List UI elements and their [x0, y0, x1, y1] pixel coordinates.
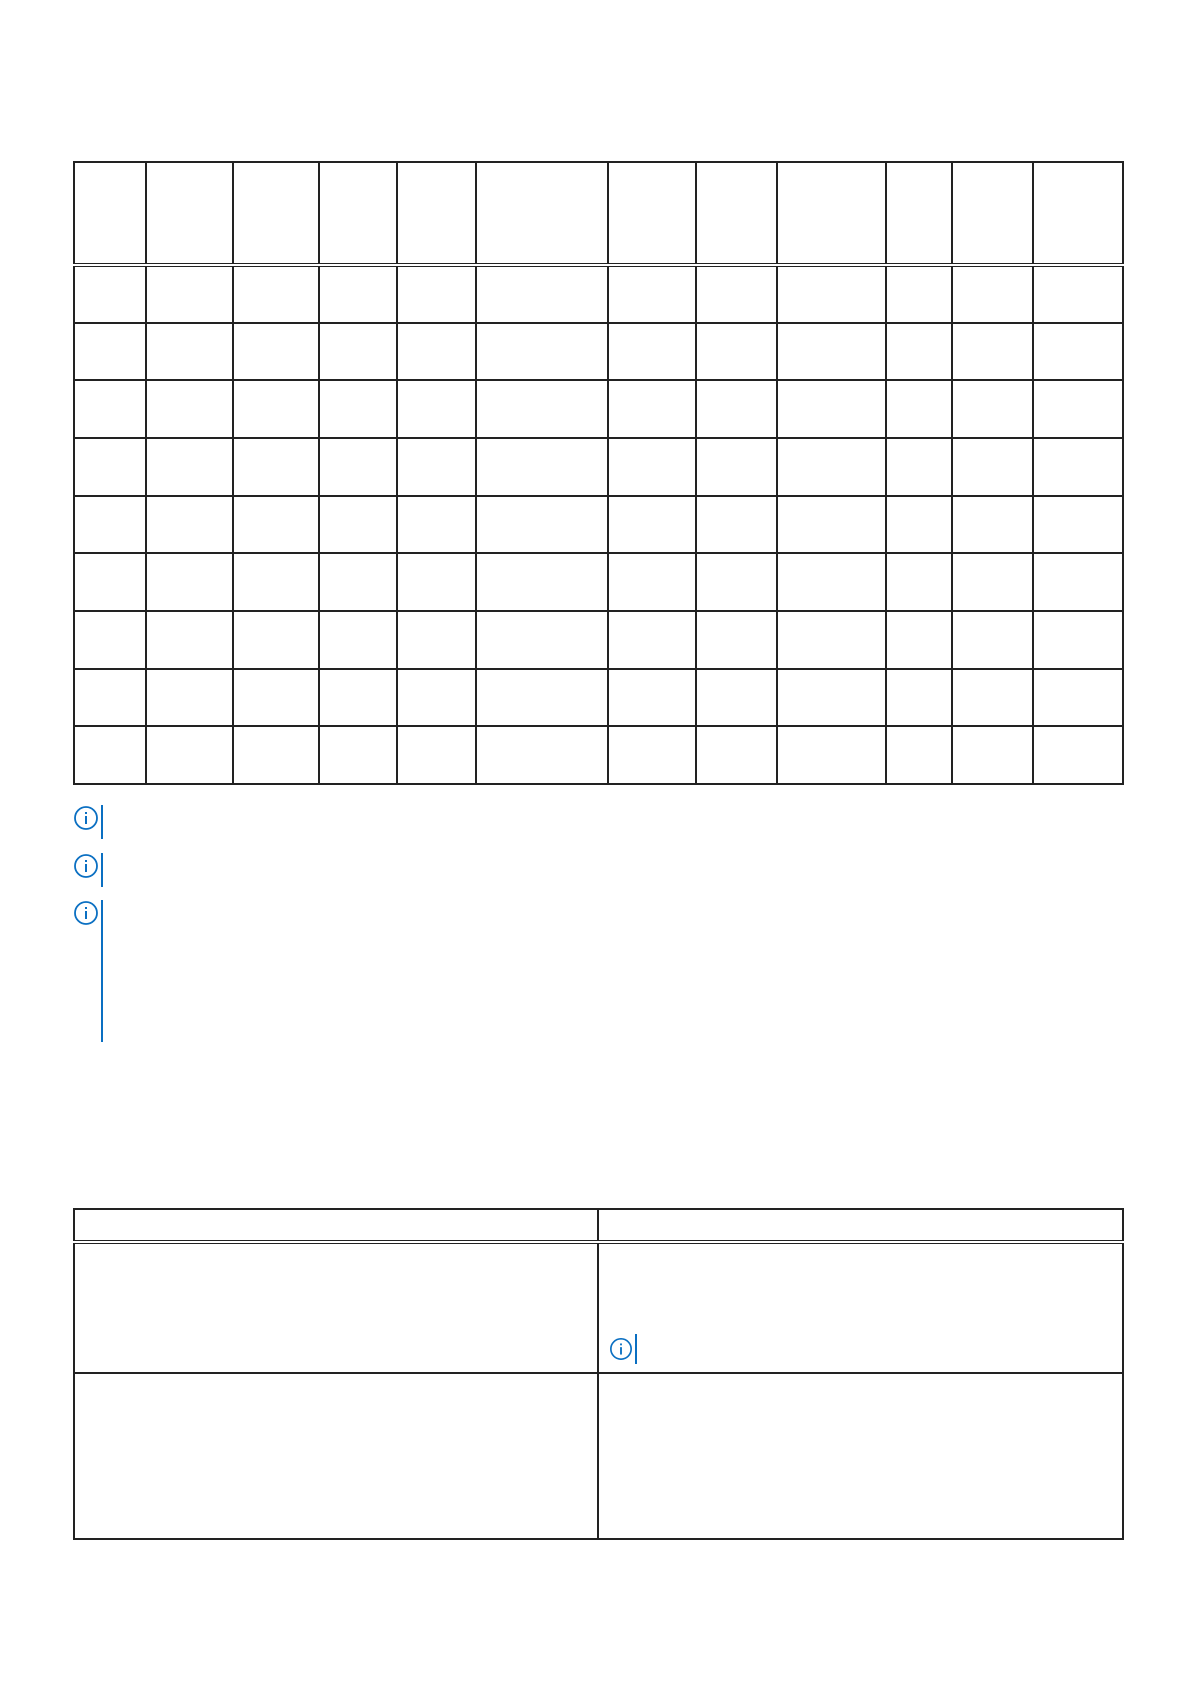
- table-row: [74, 726, 1123, 784]
- table-cell: [608, 726, 696, 784]
- table-cell: [696, 611, 777, 669]
- table-cell: [952, 726, 1033, 784]
- table-cell: [777, 438, 886, 496]
- table-cell: [952, 669, 1033, 727]
- table-cell: [74, 380, 146, 438]
- specification-grid-table: [73, 161, 1124, 785]
- table-cell: [476, 553, 608, 611]
- table-row: [74, 669, 1123, 727]
- table-cell: [233, 726, 319, 784]
- table-cell: [233, 496, 319, 554]
- info-icon: [73, 805, 99, 831]
- table-cell: [146, 553, 233, 611]
- table-cell: [886, 669, 952, 727]
- table-cell: [696, 669, 777, 727]
- table-cell: [74, 553, 146, 611]
- header-cell: [146, 162, 233, 265]
- table-cell: [696, 323, 777, 381]
- table-cell: [696, 496, 777, 554]
- table-cell: [777, 380, 886, 438]
- table-cell: [952, 553, 1033, 611]
- table-cell: [777, 611, 886, 669]
- table-cell: [74, 669, 146, 727]
- header-cell: [608, 162, 696, 265]
- info-icon: [73, 853, 99, 879]
- note-accent-bar: [101, 805, 103, 839]
- header-cell: [777, 162, 886, 265]
- table-cell: [146, 323, 233, 381]
- table-cell: [397, 496, 476, 554]
- table-row: [74, 1242, 1123, 1373]
- table-cell: [476, 669, 608, 727]
- note-3: [73, 900, 103, 1042]
- table-cell: [777, 669, 886, 727]
- table-cell: [319, 553, 397, 611]
- table-cell: [233, 380, 319, 438]
- table-header-row: [74, 1209, 1123, 1242]
- header-cell: [886, 162, 952, 265]
- table-cell: [696, 265, 777, 323]
- table-cell: [598, 1373, 1123, 1539]
- table-cell: [696, 438, 777, 496]
- table-cell: [397, 669, 476, 727]
- table-cell: [1033, 438, 1123, 496]
- header-cell: [696, 162, 777, 265]
- table-cell: [74, 1373, 598, 1539]
- table-cell: [952, 438, 1033, 496]
- table-cell: [476, 726, 608, 784]
- table-cell: [397, 726, 476, 784]
- table-row: [74, 323, 1123, 381]
- info-icon: [73, 900, 99, 926]
- table-cell: [1033, 553, 1123, 611]
- table-row: [74, 611, 1123, 669]
- header-cell: [1033, 162, 1123, 265]
- note-accent-bar: [635, 1334, 637, 1364]
- table-cell: [952, 611, 1033, 669]
- table-cell: [952, 380, 1033, 438]
- table-cell: [397, 611, 476, 669]
- table-cell: [608, 611, 696, 669]
- table-cell: [608, 669, 696, 727]
- note-accent-bar: [101, 853, 103, 887]
- note-accent-bar: [101, 900, 103, 1042]
- table-cell: [608, 438, 696, 496]
- table-cell: [777, 323, 886, 381]
- table-cell: [397, 380, 476, 438]
- table-cell: [74, 323, 146, 381]
- table-cell: [696, 553, 777, 611]
- inline-note: [609, 1334, 1122, 1364]
- table-cell: [886, 265, 952, 323]
- table-cell: [74, 1242, 598, 1373]
- header-cell: [319, 162, 397, 265]
- table-cell: [952, 265, 1033, 323]
- header-cell: [598, 1209, 1123, 1242]
- table-cell: [886, 496, 952, 554]
- table-cell: [74, 726, 146, 784]
- table-cell: [608, 496, 696, 554]
- note-2: [73, 853, 103, 887]
- table-cell: [608, 380, 696, 438]
- table-cell: [886, 380, 952, 438]
- table-cell: [146, 496, 233, 554]
- table-cell: [1033, 611, 1123, 669]
- table-cell: [74, 611, 146, 669]
- table-cell: [233, 669, 319, 727]
- header-cell: [397, 162, 476, 265]
- table-row: [74, 380, 1123, 438]
- table-cell: [233, 611, 319, 669]
- table-cell: [146, 669, 233, 727]
- table-cell: [397, 265, 476, 323]
- table-cell: [476, 611, 608, 669]
- header-cell: [476, 162, 608, 265]
- table-cell: [598, 1242, 1123, 1373]
- table-cell: [397, 323, 476, 381]
- table-cell: [886, 438, 952, 496]
- table-cell: [696, 380, 777, 438]
- table-cell: [476, 496, 608, 554]
- table-cell: [319, 496, 397, 554]
- table-cell: [777, 496, 886, 554]
- table-row: [74, 553, 1123, 611]
- table-cell: [608, 323, 696, 381]
- table-header-row: [74, 162, 1123, 265]
- table-cell: [319, 611, 397, 669]
- table-cell: [476, 380, 608, 438]
- table-cell: [74, 496, 146, 554]
- table-row: [74, 265, 1123, 323]
- table-cell: [397, 438, 476, 496]
- table-cell: [1033, 669, 1123, 727]
- two-column-table: [73, 1208, 1124, 1540]
- note-1: [73, 805, 103, 839]
- table-row: [74, 1373, 1123, 1539]
- table-cell: [777, 265, 886, 323]
- table-cell: [319, 265, 397, 323]
- table-cell: [608, 265, 696, 323]
- table-cell: [1033, 265, 1123, 323]
- table-cell: [74, 438, 146, 496]
- table-cell: [886, 611, 952, 669]
- table-cell: [1033, 496, 1123, 554]
- table-cell: [952, 496, 1033, 554]
- table-cell: [319, 726, 397, 784]
- table-cell: [146, 265, 233, 323]
- table-cell: [319, 438, 397, 496]
- table-cell: [696, 726, 777, 784]
- table-cell: [777, 553, 886, 611]
- table-cell: [476, 438, 608, 496]
- header-cell: [74, 162, 146, 265]
- table-cell: [952, 323, 1033, 381]
- table-cell: [319, 323, 397, 381]
- table-cell: [233, 323, 319, 381]
- table-cell: [233, 553, 319, 611]
- table-cell: [608, 553, 696, 611]
- table-cell: [74, 265, 146, 323]
- table-cell: [1033, 380, 1123, 438]
- table-cell: [233, 438, 319, 496]
- table-cell: [1033, 323, 1123, 381]
- table-cell: [886, 553, 952, 611]
- header-cell: [952, 162, 1033, 265]
- table-cell: [146, 380, 233, 438]
- table-cell: [319, 380, 397, 438]
- table-cell: [146, 438, 233, 496]
- table-cell: [319, 669, 397, 727]
- table-cell: [886, 323, 952, 381]
- table-row: [74, 496, 1123, 554]
- header-cell: [233, 162, 319, 265]
- table-body: [74, 265, 1123, 784]
- table-cell: [1033, 726, 1123, 784]
- table-cell: [886, 726, 952, 784]
- table-cell: [397, 553, 476, 611]
- table-cell: [476, 265, 608, 323]
- table-cell: [777, 726, 886, 784]
- table-cell: [233, 265, 319, 323]
- table-cell: [146, 611, 233, 669]
- header-cell: [74, 1209, 598, 1242]
- table-cell: [476, 323, 608, 381]
- info-icon: [609, 1337, 633, 1361]
- table-row: [74, 438, 1123, 496]
- table-cell: [146, 726, 233, 784]
